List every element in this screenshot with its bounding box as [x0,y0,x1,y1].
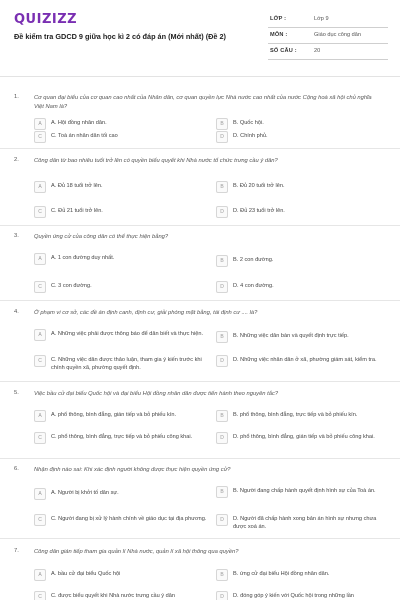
question-text: Việc bầu cử đại biểu Quốc hội và đại biểu Hội đồng nhân dân được tiến hành theo nguyên tắc? [34,391,279,397]
option-letter: A [34,253,46,265]
meta-table [268,12,388,60]
option-letter: A [34,569,46,581]
option-letter: C [34,514,46,526]
question-divider [0,225,400,226]
option-text: D. Đủ 23 tuổi trở lên. [233,208,285,214]
option-text: D. Chính phủ. [233,133,268,139]
question-divider [0,458,400,459]
question-divider [0,300,400,301]
question-text: Quyền ứng cử của công dân có thể thực hiện bằng? [34,234,169,240]
option-text: C. Người đang bị xử lý hành chính về giáo dục tại địa phương. [51,516,207,522]
option-text: C. Những việc dân được thảo luận, tham gia ý kiến trước khi chính quyền xã, phường quyết định. [51,357,202,371]
option-text: C. Toà án nhân dân tối cao [51,133,118,139]
option-text: B. Người đang chấp hành quyết định hình sự của Toà án. [233,488,376,494]
meta-value: Lớp 9 [314,16,329,22]
option-letter: C [34,355,46,367]
question-text: Công dân từ bao nhiêu tuổi trở lên có quyền biểu quyết khi Nhà nước tổ chức trưng cầu ý dân? [34,158,278,164]
page-title: Đề kiểm tra GDCD 9 giữa học kì 2 có đáp án (Mới nhất) (Đề 2) [14,32,226,41]
meta-value: 20 [314,48,321,54]
meta-row-question-count [268,44,388,60]
option-text: B. Đủ 20 tuổi trở lên. [233,183,285,189]
option-text: C. được biểu quyết khi Nhà nước trưng cầu ý dân [51,593,175,599]
option-letter: B [216,255,228,267]
worksheet-header [0,0,400,76]
option-letter: B [216,569,228,581]
option-text: C. Đủ 21 tuổi trở lên. [51,208,103,214]
meta-value: Giáo dục công dân [314,32,361,38]
option-letter: C [34,432,46,444]
option-text: D. đóng góp ý kiến với Quốc hội trong những lần [233,593,354,599]
option-letter: D [216,355,228,367]
meta-row-subject [268,28,388,44]
meta-key: SỐ CÂU : [270,48,297,54]
option-letter: C [34,206,46,218]
option-letter: D [216,131,228,143]
option-text: A. Hội đồng nhân dân. [51,120,107,126]
option-letter: D [216,514,228,526]
option-letter: B [216,410,228,422]
question-number: 7. [14,548,19,554]
option-letter: C [34,281,46,293]
option-letter: D [216,591,228,600]
option-text: A. phổ thông, bình đẳng, gián tiếp và bỏ phiếu kín. [51,412,177,418]
question-divider [0,381,400,382]
option-letter: D [216,432,228,444]
meta-key: LỚP : [270,16,287,22]
option-text: B. phổ thông, bình đẳng, trực tiếp và bỏ phiếu kín. [233,412,358,418]
option-letter: A [34,488,46,500]
option-letter: C [34,591,46,600]
option-text: A. Đủ 18 tuổi trở lên. [51,183,103,189]
option-text: A. 1 con đường duy nhất. [51,255,115,261]
option-text: C. 3 con đường. [51,283,92,289]
question-number: 2. [14,157,19,163]
option-letter: B [216,486,228,498]
option-text: D. Những việc nhân dân ở xã, phường giám sát, kiểm tra. [233,357,377,363]
question-text: Công dân gián tiếp tham gia quản lí Nhà nước, quản lí xã hội thông qua quyền? [34,549,239,555]
option-letter: A [34,118,46,130]
question-divider [0,538,400,539]
question-text: Ở phạm vi cơ sở, các đề án định canh, định cư, giải phóng mặt bằng, tái định cư .... là? [34,310,258,316]
question-text: Nhận định nào sai: Khi xác định người không được thực hiện quyền ứng cử? [34,467,231,473]
question-divider [0,148,400,149]
question-number: 4. [14,309,19,315]
option-text: B. ứng cử đại biểu Hội đồng nhân dân. [233,571,330,577]
header-divider [0,76,400,77]
option-letter: A [34,181,46,193]
option-text: A. Người bị khởi tố dân sự. [51,490,119,496]
question-number: 5. [14,390,19,396]
question-number: 1. [14,94,19,100]
option-letter: B [216,331,228,343]
option-text: B. Quốc hội. [233,120,264,126]
option-letter: A [34,410,46,422]
option-text: D. Người đã chấp hành xong bản án hình sự nhưng chưa được xoá án. [233,516,377,530]
question-number: 3. [14,233,19,239]
option-letter: D [216,206,228,218]
option-text: D. phổ thông, bình đẳng, gián tiếp và bỏ phiếu công khai. [233,434,375,440]
option-letter: B [216,118,228,130]
option-letter: B [216,181,228,193]
option-text: B. 2 con đường. [233,257,274,263]
option-letter: D [216,281,228,293]
option-text: A. bầu cử đại biểu Quốc hội [51,571,121,577]
meta-key: MÔN : [270,32,288,38]
option-text: A. Những việc phải được thông báo để dân biết và thực hiện. [51,331,204,337]
meta-row-grade [268,12,388,28]
option-letter: C [34,131,46,143]
option-text: D. 4 con đường. [233,283,274,289]
option-text: B. Những việc dân bàn và quyết định trực tiếp. [233,333,349,339]
question-text: Cơ quan đại biểu của cơ quan cao nhất của Nhân dân, cơ quan quyền lực Nhà nước cao nhất của nước Cộng hoà xã hội chủ nghĩa Việt Nam là? [34,95,372,110]
option-letter: A [34,329,46,341]
option-text: C. phổ thông, bình đẳng, trực tiếp và bỏ phiếu công khai. [51,434,193,440]
question-number: 6. [14,466,19,472]
quizizz-logo: QUIZIZZ [14,12,78,27]
